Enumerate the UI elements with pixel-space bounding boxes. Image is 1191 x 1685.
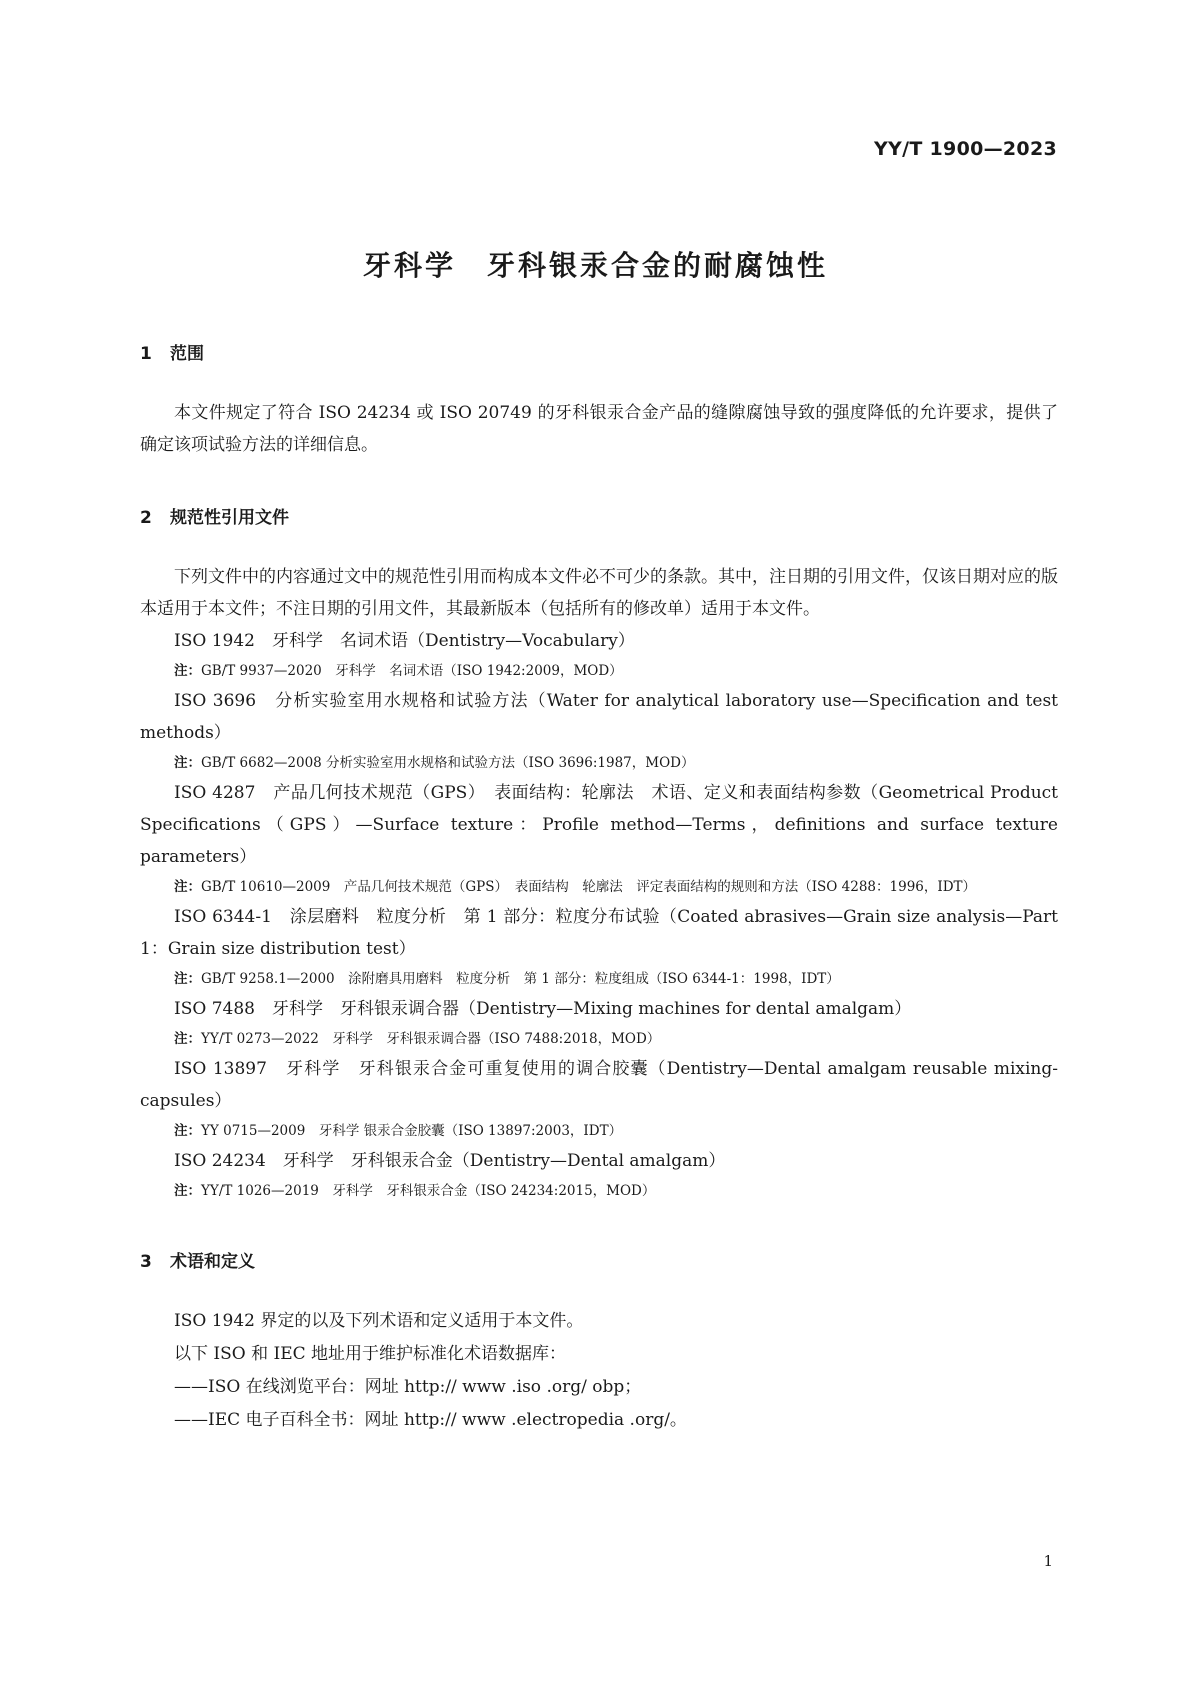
note-text: YY/T 1026—2019 牙科学 牙科银汞合金（ISO 24234:2015，MOD） — [201, 1183, 656, 1199]
reference-entry: ISO 3696 分析实验室用水规格和试验方法（Water for analytical laboratory use—Specification and test methods） — [140, 691, 1058, 743]
note-label: 注： — [174, 755, 201, 771]
reference-note — [140, 657, 1058, 685]
note-text: GB/T 9258.1—2000 涂附磨具用磨料 粒度分析 第 1 部分：粒度组成（ISO 6344-1：1998，IDT） — [201, 971, 840, 987]
reference-entry: ISO 6344-1 涂层磨料 粒度分析 第 1 部分：粒度分布试验（Coated abrasives—Grain size analysis—Part 1：Grain size distribution test） — [140, 907, 1058, 959]
terms-link-line: ——IEC 电子百科全书：网址 http:// www .electropedia .org/。 — [174, 1410, 687, 1430]
note-label: 注： — [174, 971, 201, 987]
reference-note — [140, 1177, 1058, 1205]
reference-entry: ISO 7488 牙科学 牙科银汞调合器（Dentistry—Mixing machines for dental amalgam） — [174, 999, 912, 1019]
reference-note — [140, 749, 1058, 777]
reference-note — [140, 965, 1058, 993]
section-scope — [140, 341, 1058, 461]
section-title: 术语和定义 — [170, 1252, 255, 1272]
standard-code: YY/T 1900—2023 — [874, 138, 1057, 160]
section-number: 3 — [140, 1252, 152, 1272]
reference-note — [140, 873, 1058, 901]
note-text: GB/T 10610—2009 产品几何技术规范（GPS） 表面结构 轮廓法 评定表面结构的规则和方法（ISO 4288：1996，IDT） — [201, 879, 977, 895]
note-label: 注： — [174, 1123, 201, 1139]
section-normative-references — [140, 505, 1058, 1205]
section-terms-definitions — [140, 1249, 1058, 1437]
section-heading — [140, 505, 1058, 531]
section-title: 规范性引用文件 — [170, 508, 289, 528]
reference-note — [140, 1025, 1058, 1053]
section-title: 范围 — [170, 344, 204, 364]
reference-entry: ISO 13897 牙科学 牙科银汞合金可重复使用的调合胶囊（Dentistry—Dental amalgam reusable mixing-capsules） — [140, 1059, 1058, 1111]
section-heading — [140, 341, 1058, 367]
note-label: 注： — [174, 663, 201, 679]
reference-entry: ISO 24234 牙科学 牙科银汞合金（Dentistry—Dental amalgam） — [174, 1151, 726, 1171]
page-number: 1 — [1043, 1552, 1053, 1570]
note-label: 注： — [174, 1031, 201, 1047]
note-text: GB/T 6682—2008 分析实验室用水规格和试验方法（ISO 3696:1987，MOD） — [201, 755, 695, 771]
reference-entry: ISO 4287 产品几何技术规范（GPS） 表面结构：轮廓法 术语、定义和表面结构参数（Geometrical Product Specifications（GPS）—Surface texture：Profile method—Terms，definitions and surface texture parameters） — [140, 783, 1058, 867]
document-body — [140, 341, 1058, 1481]
terms-line: ISO 1942 界定的以及下列术语和定义适用于本文件。 — [174, 1311, 584, 1331]
section-number: 1 — [140, 344, 152, 364]
section-heading — [140, 1249, 1058, 1275]
reference-note — [140, 1117, 1058, 1145]
section-number: 2 — [140, 508, 152, 528]
note-label: 注： — [174, 1183, 201, 1199]
note-label: 注： — [174, 879, 201, 895]
document-title: 牙科学 牙科银汞合金的耐腐蚀性 — [362, 249, 828, 282]
note-text: YY/T 0273—2022 牙科学 牙科银汞调合器（ISO 7488:2018，MOD） — [201, 1031, 661, 1047]
normative-intro-paragraph: 下列文件中的内容通过文中的规范性引用而构成本文件必不可少的条款。其中，注日期的引用文件，仅该日期对应的版本适用于本文件；不注日期的引用文件，其最新版本（包括所有的修改单）适用于本文件。 — [140, 567, 1058, 619]
terms-link-line: ——ISO 在线浏览平台：网址 http:// www .iso .org/ obp； — [174, 1377, 642, 1397]
note-text: YY 0715—2009 牙科学 银汞合金胶囊（ISO 13897:2003，IDT） — [201, 1123, 623, 1139]
note-text: GB/T 9937—2020 牙科学 名词术语（ISO 1942:2009，MOD） — [201, 663, 623, 679]
reference-entry: ISO 1942 牙科学 名词术语（Dentistry—Vocabulary） — [174, 631, 635, 651]
terms-line: 以下 ISO 和 IEC 地址用于维护标准化术语数据库： — [174, 1344, 567, 1364]
scope-paragraph: 本文件规定了符合 ISO 24234 或 ISO 20749 的牙科银汞合金产品的缝隙腐蚀导致的强度降低的允许要求，提供了确定该项试验方法的详细信息。 — [140, 403, 1058, 455]
